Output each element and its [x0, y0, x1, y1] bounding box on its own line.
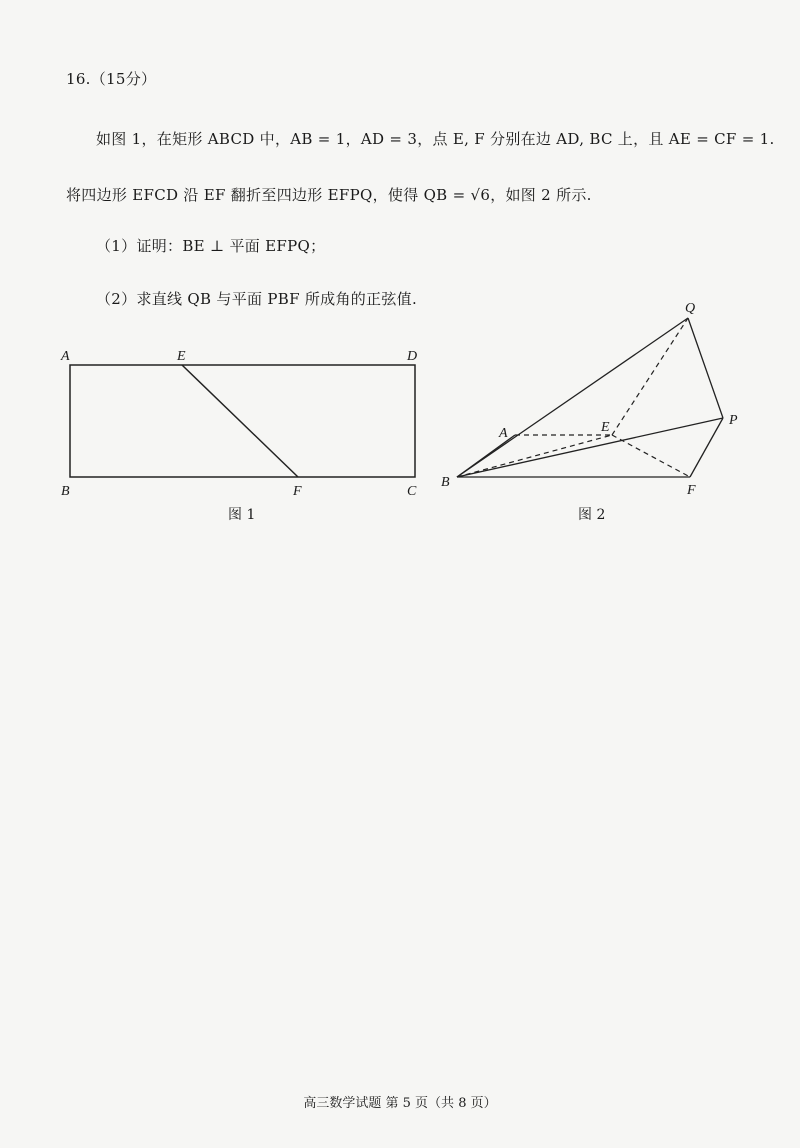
label-d: D: [407, 349, 418, 364]
question-part2: （2）求直线 QB 与平面 PBF 所成角的正弦值.: [96, 290, 418, 308]
edge-be: [457, 435, 612, 477]
label-b2: B: [441, 475, 450, 490]
figure2-caption: 图 2: [578, 507, 606, 523]
label-p: P: [729, 413, 738, 428]
label-e2: E: [601, 420, 610, 435]
question-line2: 将四边形 EFCD 沿 EF 翻折至四边形 EFPQ，使得 QB = √6，如图 2 所示.: [66, 186, 592, 204]
figure1-caption: 图 1: [228, 507, 256, 523]
edge-qp: [688, 318, 723, 418]
question-line1: 如图 1，在矩形 ABCD 中，AB = 1，AD = 3，点 E, F 分别在边 AD, BC 上，且 AE = CF = 1.: [96, 130, 775, 148]
edge-ef: [612, 435, 690, 477]
page-footer: 高三数学试题 第 5 页（共 8 页）: [303, 1096, 497, 1111]
label-f2: F: [687, 483, 696, 498]
edge-pf: [690, 418, 723, 477]
label-f: F: [293, 484, 302, 499]
edge-eq: [612, 318, 688, 435]
segment-ef: [182, 365, 298, 477]
label-c: C: [407, 484, 417, 499]
label-a2: A: [499, 426, 508, 441]
question-header: 16.（15分）: [66, 70, 157, 88]
label-e: E: [177, 349, 186, 364]
label-a: A: [61, 349, 70, 364]
question-part1: （1）证明：BE ⊥ 平面 EFPQ；: [96, 237, 326, 255]
edge-bq: [457, 318, 688, 477]
figure2-diagram: [435, 300, 755, 500]
label-b: B: [61, 484, 70, 499]
rectangle-abcd: [70, 365, 415, 477]
label-q: Q: [685, 301, 696, 316]
figure1-diagram: [55, 340, 435, 505]
